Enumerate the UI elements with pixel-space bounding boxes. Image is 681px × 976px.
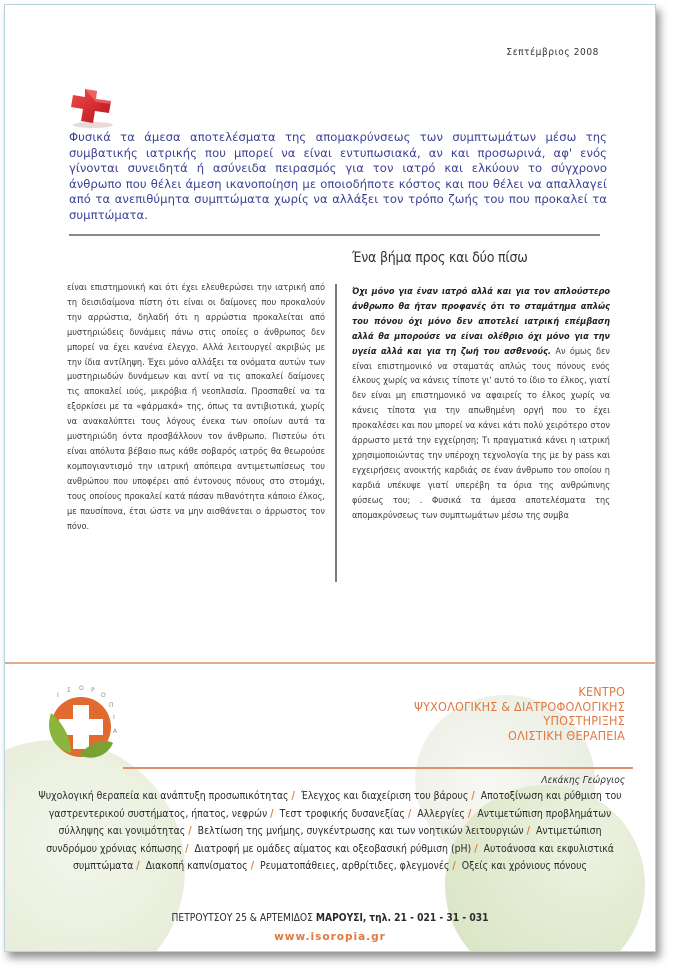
advertisement-footer [5, 655, 655, 951]
separator-slash: / [526, 825, 531, 838]
center-title [414, 685, 625, 743]
service-item: Έλεγχος και διαχείριση του βάρους [300, 790, 469, 802]
left-column-text: είναι επιστημονική και ότι έχει ελευθερώσει την ιατρική από τη δεισιδαίμονα πίστη ότι είναι οι δαίμονες που προκαλούν την αρρώστια, δηλαδή ότι η αρρώστια προκαλείται από μυστηριώδεις δυνάμεις πάνω στις οποίες ο άνθρωπος δεν μπορεί να έχει κανένα έλεγχο. Αλλά λειτουργεί ακριβώς με την ίδια αντίληψη. Έχει μόνο αλλάξει τα ονόματα αυτών των μυστηριωδών δυνάμεων και αντί να τις αποκαλεί δαίμονες τις αποκαλεί ιούς, μικρόβια ή νεοπλασία. Προσπαθεί να τα εξορκίσει με τα «φάρμακά» της, όπως τα αντιβιοτικά, χωρίς να ανακαλύπτει τους λόγους ένεκα των οποίων αυτά τα μυστηριώδη όντα προσβάλλουν τον άνθρωπο. Πιστεύω ότι είναι απόλυτα βέβαιο πως κάθε σοβαρός ιατρός θα θεωρούσε κομπογιαντισμό την ιατρική απόπειρα αντιμετωπίσεως του ανθρώπου που υποφέρει από έντονους πόνους στο στομάχι, τους οποίους προκαλεί κατά πάσαν πιθανότητα κάποιο έλκος, με παυσίπονα, έτσι ώστε να μην αισθάνεται ο άρρωστος τον πόνο. [67, 283, 325, 532]
services-list [35, 788, 625, 876]
svg-text:Α: Α [113, 728, 118, 735]
service-item: Οξείς και χρόνιους πόνους [461, 860, 588, 873]
separator-slash: / [452, 860, 456, 873]
magazine-page [4, 4, 656, 952]
svg-text:Σ: Σ [67, 687, 71, 694]
footer-divider [5, 662, 655, 664]
separator-slash: / [188, 825, 192, 838]
service-item: Αυτοάνοσα και εκφυλιστικά συμπτώματα [72, 842, 614, 873]
service-item: Αντιμετώπιση συνδρόμου χρόνιας κόπωσης [46, 825, 602, 855]
footer-title-divider [123, 767, 633, 769]
separator-slash: / [185, 842, 189, 855]
isoropia-logo-icon [41, 683, 121, 765]
service-item: Τεστ τροφικής δυσανεξίας [279, 807, 405, 820]
lead-paragraph: Όχι μόνο για έναν ιατρό αλλά και για τον απλούστερο άνθρωπο θα ήταν προφανές ότι το σταμάτημα απλώς του πόνου όχι μόνο δεν αποτελεί ιατρική επέμβαση αλλά θα μπορούσε να είναι ολέθριο όχι μόνο για την υγεία αλλά και για τη ζωή του ασθενούς. [352, 287, 610, 357]
column-divider [335, 284, 337, 582]
title-line: ΨΥΧΟΛΟΓΙΚΗΣ & ΔΙΑΤΡΟΦΟΛΟΓΙΚΗΣ [414, 698, 625, 714]
service-item: Διατροφή με ομάδες αίματος και οξεοβασική ρύθμιση (pH) [194, 842, 472, 855]
service-item: Διακοπή καπνίσματος [145, 860, 248, 873]
service-item: Βελτίωση της μνήμης, συγκέντρωσης και των νοητικών λειτουργιών [197, 825, 524, 838]
svg-text:Ι: Ι [113, 714, 115, 721]
title-line: ΥΠΟΣΤΗΡΙΞΗΣ [543, 713, 625, 728]
author-name: Λεκάκης Γεώργιος [541, 775, 625, 786]
divider [69, 234, 600, 236]
separator-slash: / [291, 790, 295, 802]
right-column-text [352, 285, 610, 524]
title-line: ΟΛΙΣΤΙΚΗ ΘΕΡΑΠΕΙΑ [508, 727, 625, 743]
separator-slash: / [407, 807, 412, 820]
separator-slash: / [474, 842, 478, 855]
address [5, 913, 655, 924]
svg-text:Π: Π [109, 702, 114, 709]
section-heading: Ένα βήμα προς και δύο πίσω [352, 250, 528, 266]
service-item: Ρευματοπάθειες, αρθρίτιδες, φλεγμονές [260, 860, 450, 873]
red-cross-icon [67, 85, 119, 129]
service-item: Αποτοξίνωση και ρύθμιση του γαστρεντερικού συστήματος, ήπατος, νεφρών [48, 790, 622, 820]
svg-text:Ρ: Ρ [91, 687, 95, 694]
intro-paragraph: Φυσικά τα άμεσα αποτελέσματα της απομακρύνσεως των συμπτωμάτων μέσω της συμβατικής ιατρικής που μπορεί να είναι εντυπωσιακά, αν και προσωρινά, αφ' ενός γίνονται συνειδητά ή ασύνειδα πειρασμός για τον ιατρό και ελκύουν το σύγχρονο άνθρωπο που θέλει άμεση ικανοποίηση με οποιοδήποτε κόστος και που θέλει να απαλλαγεί από τα ανεπιθύμητα συμπτώματα χωρίς να αλλάξει τον τρόπο ζωής του που προκαλεί τα συμπτώματα. [69, 130, 607, 222]
separator-slash: / [467, 807, 472, 820]
website-link[interactable]: www.isoropia.gr [274, 931, 386, 943]
service-item: Ψυχολογική θεραπεία και ανάπτυξη προσωπικότητας [38, 790, 289, 802]
service-item: Αντιμετώπιση προβλημάτων σύλληψης και γονιμότητας [58, 807, 612, 838]
title-line: ΚΕΝΤΡΟ [578, 684, 625, 699]
svg-text:Ο: Ο [79, 685, 84, 692]
address-city: ΜΑΡΟΥΣΙ, [315, 913, 367, 924]
separator-slash: / [471, 790, 475, 802]
issue-date: Σεπτέμβριος 2008 [506, 47, 599, 58]
address-street: ΠΕΤΡΟΥΤΣΟΥ 25 & ΑΡΤΕΜΙΔΟΣ [171, 913, 313, 924]
service-item: Αλλεργίες [417, 807, 465, 820]
separator-slash: / [250, 860, 255, 873]
separator-slash: / [270, 807, 274, 820]
body-text: Αν όμως δεν είναι επιστημονικό να σταματάς απλώς τους πόνους ενός έλκους χωρίς να κάνεις τίποτε γι' αυτό το ίδιο το έλκος, γιατί δεν είναι μη επιστημονικό να αφαιρείς το έλκος χωρίς να κάνεις τίποτα για την απωθημένη οργή που το έχει προκαλέσει και που μπορεί να κάνει κάτι πολύ χειρότερο στον άρρωστο μετά την εγχείρηση; Τι πραγματικά κάνει η ιατρική χρησιμοποιώντας την υπέροχη τεχνολογία της με by pass και εγχειρήσεις ανοικτής καρδιάς σε έναν άνθρωπο του οποίου η καρδιά υπέκυψε γιατί υπερέβη τα όρια της ανθρώπινης φύσεως του; . Φυσικά τα άμεσα αποτελέσματα της απομακρύνσεως των συμπτωμάτων μέσω της συμβα [352, 346, 610, 521]
svg-text:Ι: Ι [57, 692, 59, 699]
separator-slash: / [136, 860, 140, 873]
svg-text:Ο: Ο [101, 692, 106, 699]
address-phone: τηλ. 21 - 021 - 31 - 031 [369, 913, 489, 924]
